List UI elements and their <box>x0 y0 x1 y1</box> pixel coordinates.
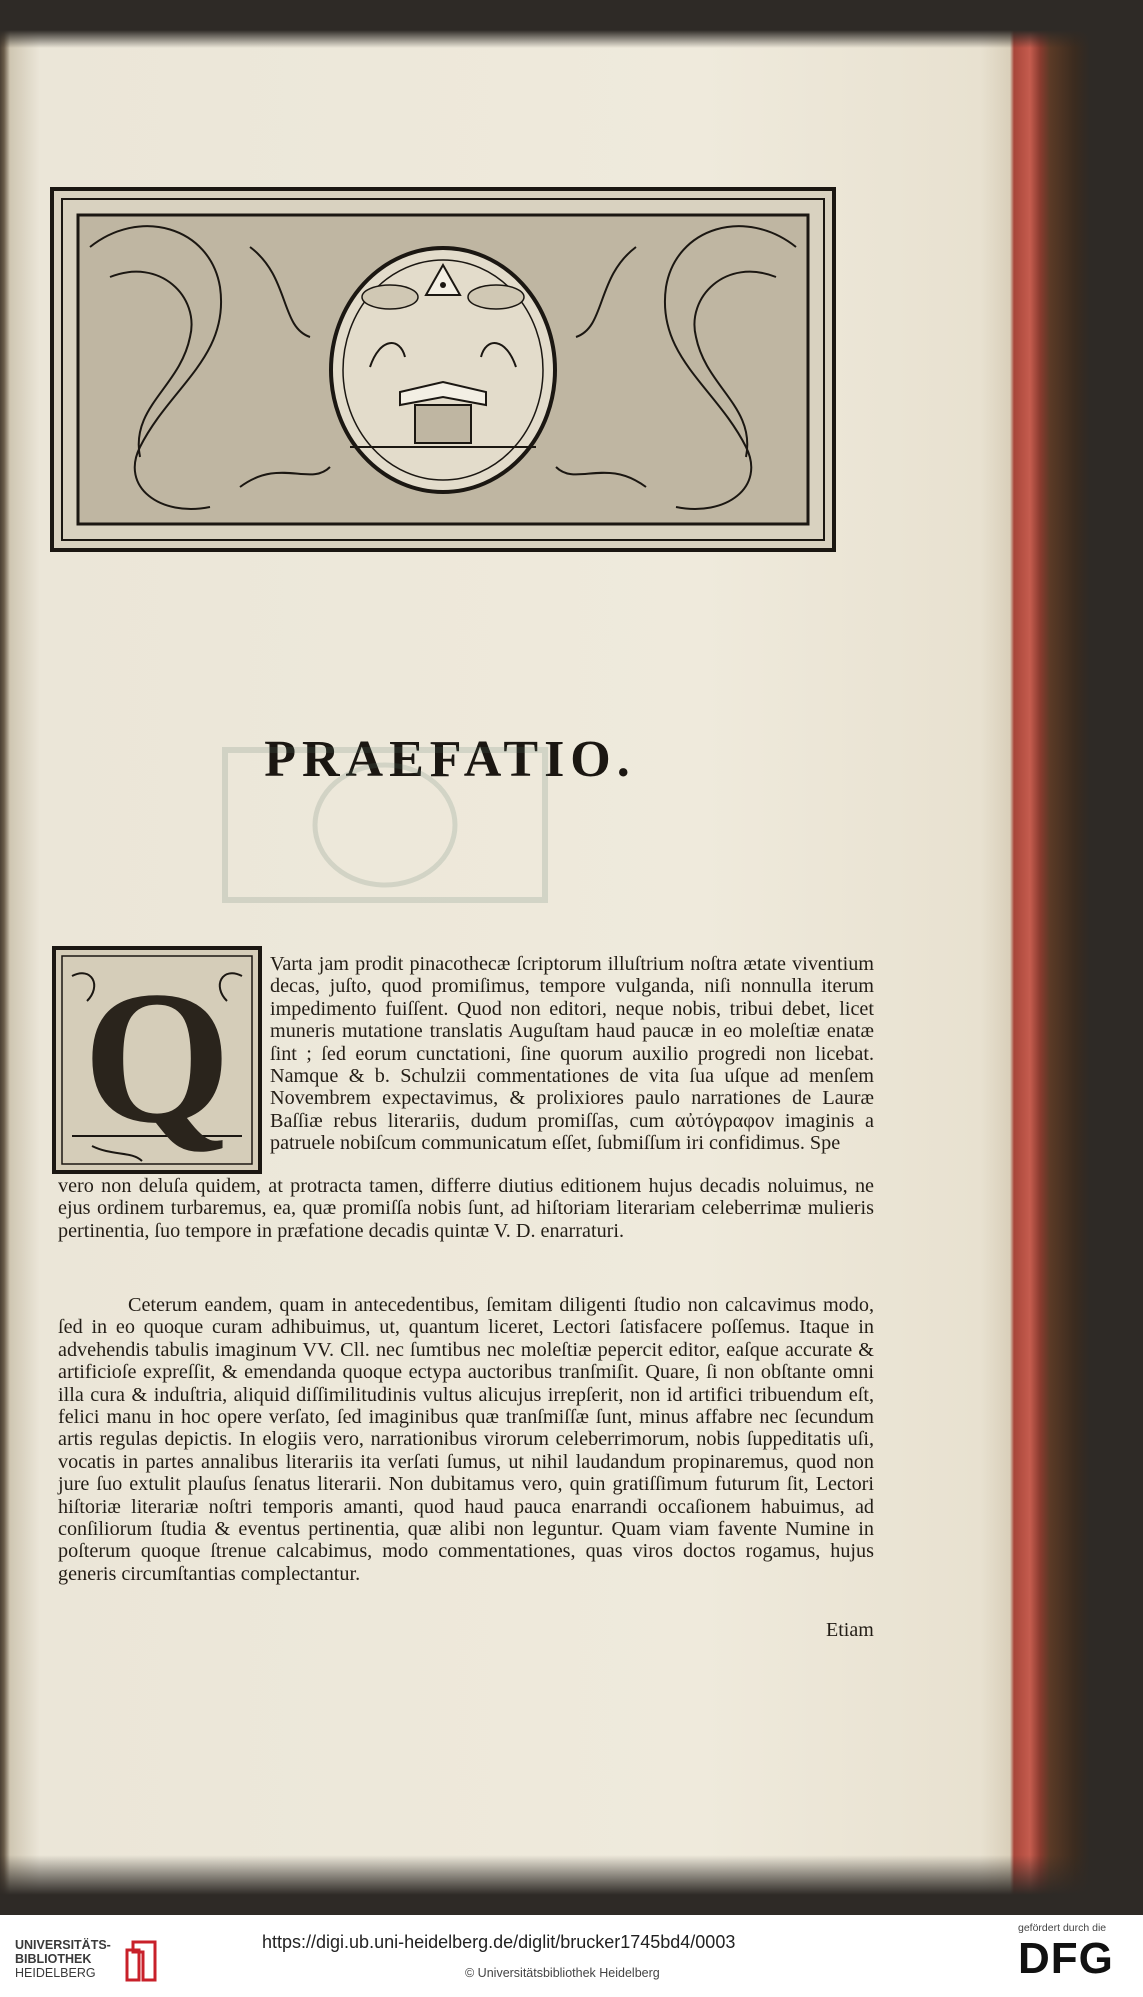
bottom-shadow <box>0 1855 1143 1915</box>
viewer-footer <box>0 1915 1143 1997</box>
ornamental-headpiece <box>50 187 836 552</box>
dfg-logo[interactable]: DFG <box>1018 1934 1114 1983</box>
catchword: Etiam <box>826 1619 874 1641</box>
copyright-notice: © Universitätsbibliothek Heidelberg <box>465 1966 660 1980</box>
decorated-initial <box>52 946 262 1174</box>
permalink-url[interactable]: https://digi.ub.uni-heidelberg.de/diglit/brucker1745bd4/0003 <box>262 1932 736 1952</box>
bleed-through-ornament <box>215 740 555 910</box>
paragraph-2: Ceterum eandem, quam in antecedentibus, ſemitam diligenti ſtudio non calcavimus modo, ſed in eo quoque curam adhibuimus, ut, quantum liceret, Lectori ſatisfacere poſſemus. Itaque in advehendis tabulis imaginum VV. Cll. nec ſumtibus nec moleſtiæ pepercit editor, eaſque accurate & artificioſe expreſſit, & emendanda quoque ectypa auctoribus tranſmiſit. Quare, ſi non obſtante omni illa cura & induſtria, aliquid diſſimilitudinis vultus alicujus irrepſerit, non id artifici tribuendum eſt, felici manu in hoc opere verſato, ſed imaginibus quæ tranſmiſſæ ſunt, minus affabre nec ſecundum artis regulas depictis. In elogiis vero, narrationibus virorum celeberrimorum, nobis ſuppeditatis uſi, vocatis in partes annalibus literariis ita verſati ſumus, ut nihil laudandum propinaremus, quod non jure ſuo extulit plauſus ſenatus literarii. Non dubitamus vero, quin gratiſſimum futurum ſit, Lectori hiſtoriæ literariæ noſtri temporis amanti, quod haud pauca enarrandi occaſionem habuimus, ad conſiliorum ſtudia & eventus pertinentia, quæ alibi non leguntur. Quam viam favente Numine in poſterum quoque ſtrenue calcabimus, modo commentationes, quas viros doctos rogamus, hujus generis circumſtantias complectantur. <box>58 1294 874 1585</box>
initial-letter: Q <box>83 953 231 1163</box>
paragraph-1-wrapped: Varta jam prodit pinacothecæ ſcriptorum illuſtrium noſtra ætate viventium decas, juſto, quod promiſimus, tempore vulganda, niſi nonnulla iterum impedimento fuiſſent. Quod non editori, neque nobis, tribui debet, licet muneris mutatione translatis Auguſtam haud paucæ in eo moleſtiæ enatæ ſint ; ſed eorum cunctationi, ſine quorum auxilio progredi non licebat. Namque & b. Schulzii commentationes de vita ſua uſque ad menſem Novembrem expectavimus, & prolixiores paulo narrationes de Lauræ Baſſiæ rebus literariis, dudum promiſſas, cum αὐτόγραφον imaginis a patruele nobiſcum communicatum eſſet, ſubmiſſum iri confidimus. Spe <box>270 953 874 1155</box>
library-name-line1: UNIVERSITÄTS- <box>15 1938 111 1952</box>
top-shadow <box>0 0 1143 48</box>
library-name-line3: HEIDELBERG <box>15 1966 96 1980</box>
paragraph-1-continued: vero non deluſa quidem, at protracta tamen, differre diutius editionem hujus decadis noluimus, ne ejus ordinem turbaremus, ea, quæ promiſſa nobis ſunt, ad hiſtoriam literariam celeberrimæ mulieris pertinentia, ſuo tempore in præfatione decadis quintæ V. D. enarraturi. <box>58 1175 874 1242</box>
page-title: PRAEFATIO. <box>264 731 636 788</box>
funder-note: gefördert durch die <box>1018 1922 1107 1934</box>
library-name-line2: BIBLIOTHEK <box>15 1952 92 1966</box>
